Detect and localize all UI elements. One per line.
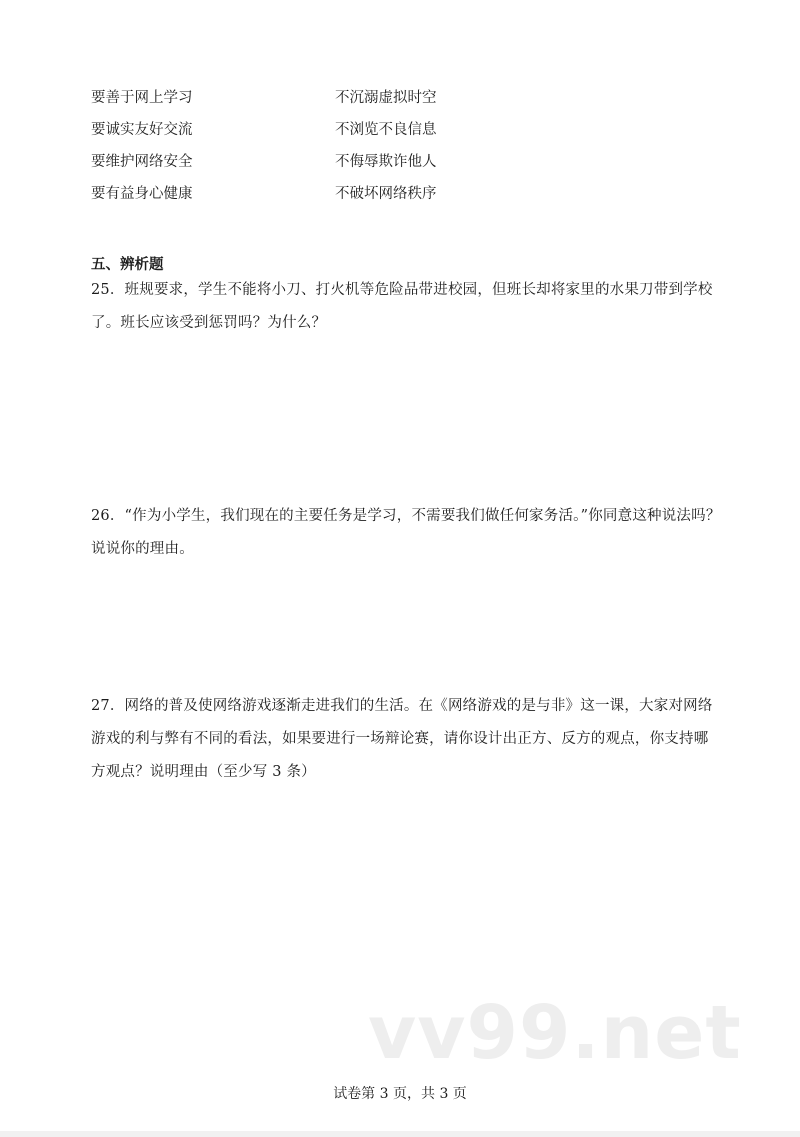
page-bottom-edge <box>0 1131 800 1137</box>
question-line: 27．网络的普及使网络游戏逐渐走进我们的生活。在《网络游戏的是与非》这一课，大家对网络 <box>91 698 713 714</box>
question-line: 游戏的利与弊有不同的看法，如果要进行一场辩论赛，请你设计出正方、反方的观点，你支持哪 <box>91 731 709 747</box>
matching-right-item: 不破坏网络秩序 <box>335 186 437 202</box>
matching-left-item: 要有益身心健康 <box>91 186 193 202</box>
section-heading: 五、辨析题 <box>91 257 164 273</box>
matching-row <box>0 151 800 173</box>
matching-left-item: 要诚实友好交流 <box>91 122 193 138</box>
question-line: 说说你的理由。 <box>91 541 194 557</box>
matching-row <box>0 183 800 205</box>
question-line: 25．班规要求，学生不能将小刀、打火机等危险品带进校园，但班长却将家里的水果刀带到学校 <box>91 282 713 298</box>
question-25 <box>91 274 721 340</box>
matching-row <box>0 87 800 109</box>
watermark: vv99.net <box>368 990 742 1076</box>
matching-right-item: 不沉溺虚拟时空 <box>335 90 437 106</box>
question-line: 方观点？说明理由（至少写 3 条） <box>91 764 316 780</box>
matching-left-item: 要善于网上学习 <box>91 90 193 106</box>
question-line: 26．“作为小学生，我们现在的主要任务是学习，不需要我们做任何家务活。”你同意这种说法吗？ <box>91 508 721 524</box>
matching-left-item: 要维护网络安全 <box>91 154 193 170</box>
question-line: 了。班长应该受到惩罚吗？为什么？ <box>91 315 327 331</box>
question-26 <box>91 500 721 566</box>
matching-right-item: 不浏览不良信息 <box>335 122 437 138</box>
matching-row <box>0 119 800 141</box>
matching-right-item: 不侮辱欺诈他人 <box>335 154 437 170</box>
question-27 <box>91 690 721 789</box>
page-footer: 试卷第 3 页，共 3 页 <box>333 1086 467 1102</box>
